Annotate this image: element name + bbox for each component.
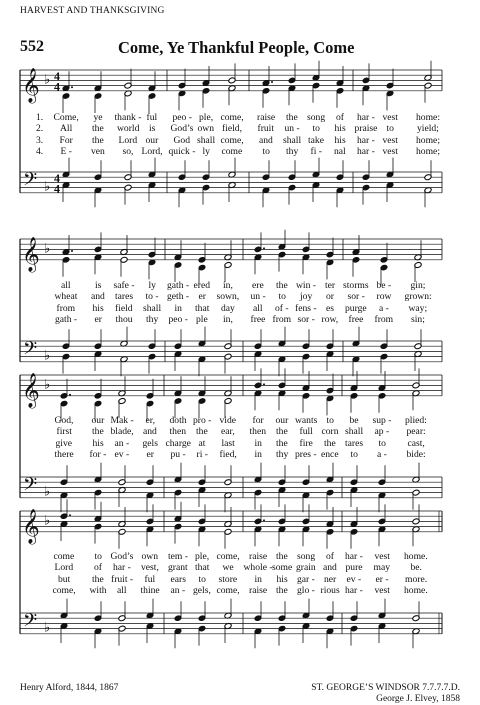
lyric-syllable: Come, xyxy=(53,112,79,123)
lyric-syllable: ful xyxy=(144,573,156,585)
lyric-syllable: row, xyxy=(321,313,339,325)
bass-clef-icon: 𝄢 xyxy=(23,338,38,364)
lyric-syllable: all xyxy=(253,302,263,314)
lyric-syllable: ner xyxy=(324,573,337,585)
lyric-syllable: free xyxy=(250,313,266,325)
lyric-syllable: his xyxy=(334,123,346,135)
lyric-syllable: ly xyxy=(148,280,156,291)
lyric-syllable: in, xyxy=(223,313,233,325)
lyric-syllable: the xyxy=(286,112,298,123)
lyric-syllable: Lord xyxy=(54,562,74,574)
lyric-syllable: to - xyxy=(145,291,159,303)
lyric-syllable: vest xyxy=(374,584,390,596)
lyric-syllable: ter xyxy=(325,280,336,291)
lyric-syllable: song xyxy=(307,112,326,123)
lyric-syllable: grown: xyxy=(404,291,432,303)
lyric-syllable: the xyxy=(276,280,288,291)
lyric-syllable: shall xyxy=(283,134,302,146)
lyric-syllable: may xyxy=(373,562,391,574)
lyric-syllable: har - xyxy=(345,551,363,562)
lyric-syllable: glo - xyxy=(297,584,315,596)
lyric-syllable: grain xyxy=(296,562,316,574)
treble-clef-icon: 𝄞 xyxy=(22,372,40,408)
lyric-syllable: Mak - xyxy=(110,415,134,426)
lyric-syllable: raise xyxy=(249,551,268,562)
lyric-syllable: fens - xyxy=(295,302,317,314)
lyric-syllable: raise xyxy=(257,112,276,123)
lyric-syllable: the xyxy=(92,123,104,135)
lyric-syllable: ap - xyxy=(374,426,390,438)
lyric-syllable: with xyxy=(89,584,107,596)
lyric-syllable: vest xyxy=(382,145,398,157)
flat-icon: ♭ xyxy=(44,513,51,529)
lyric-syllable: and xyxy=(143,426,157,438)
lyric-syllable: first xyxy=(56,426,72,438)
lyric-syllable: and xyxy=(259,134,273,146)
lyric-syllable: for xyxy=(252,415,264,426)
lyric-syllable: an - xyxy=(170,584,186,596)
lyric-syllable: rious xyxy=(320,584,340,596)
lyric-syllable: Lord xyxy=(118,134,138,146)
flat-icon: ♭ xyxy=(44,179,51,195)
lyric-syllable: geth - xyxy=(167,291,190,303)
lyric-syllable: then xyxy=(169,426,187,438)
lyric-syllable: to xyxy=(378,437,386,449)
time-signature-treble-top: 4 xyxy=(54,68,61,83)
lyric-syllable: bide: xyxy=(406,448,426,460)
lyric-syllable: har - xyxy=(357,134,375,146)
lyric-syllable: all xyxy=(117,584,127,596)
lyric-syllable: ered xyxy=(193,280,211,291)
lyric-syllable: pear: xyxy=(406,426,426,438)
lyric-syllable: be xyxy=(349,415,359,426)
lyric-syllable: free xyxy=(348,313,364,325)
lyric-syllable: to xyxy=(94,551,102,562)
lyric-syllable: praise xyxy=(354,123,378,135)
lyric-syllable: storms xyxy=(343,280,369,291)
lyric-syllable: har - xyxy=(357,112,375,123)
lyric-syllable: gin; xyxy=(410,280,426,291)
lyric-syllable: be. xyxy=(410,562,422,574)
lyric-syllable: ple xyxy=(196,313,208,325)
lyric-syllable: er xyxy=(146,448,154,460)
lyric-syllable: row xyxy=(376,291,392,303)
lyric-syllable: to xyxy=(350,448,358,460)
lyric-syllable: to xyxy=(326,415,334,426)
lyric-syllable: come xyxy=(221,145,243,157)
lyric-syllable: home: xyxy=(416,112,440,123)
dot-icon xyxy=(69,394,71,396)
lyric-syllable: har - xyxy=(113,562,131,574)
hymn-number: 552 xyxy=(20,38,44,55)
lyric-syllable: pu - xyxy=(170,448,186,460)
lyric-syllable: pro - xyxy=(193,415,212,426)
lyric-syllable: grant xyxy=(168,562,188,574)
lyric-syllable: E - xyxy=(60,145,72,157)
lyric-syllable: gath - xyxy=(55,313,78,325)
lyric-syllable: the xyxy=(92,573,104,585)
lyric-syllable: purge xyxy=(345,302,367,314)
lyric-syllable: own xyxy=(141,551,159,562)
lyric-syllable: er, xyxy=(145,415,155,426)
lyric-syllable: at xyxy=(198,437,206,449)
lyric-syllable: er - xyxy=(375,573,389,585)
lyric-syllable: yield; xyxy=(417,123,439,135)
lyric-syllable: corn xyxy=(321,426,339,438)
lyric-syllable: home; xyxy=(416,145,440,157)
lyric-syllable: tem - xyxy=(168,551,188,562)
lyric-syllable: the xyxy=(92,134,104,146)
lyric-syllable: nal xyxy=(334,145,346,157)
lyric-syllable: come, xyxy=(216,551,240,562)
lyric-syllable: ere xyxy=(252,280,264,291)
lyric-syllable: vest xyxy=(382,134,398,146)
lyric-syllable: come, xyxy=(220,134,244,146)
lyric-syllable: God xyxy=(173,134,191,146)
verse-number: 1. xyxy=(36,112,44,123)
flat-icon: ♭ xyxy=(44,241,51,257)
lyric-syllable: his xyxy=(276,573,288,585)
lyric-syllable: the xyxy=(276,551,288,562)
lyric-syllable: gels xyxy=(142,437,158,449)
lyric-syllable: that xyxy=(195,302,210,314)
flat-icon: ♭ xyxy=(44,377,51,393)
lyric-syllable: quick - xyxy=(168,145,196,157)
lyric-syllable: come, xyxy=(216,584,240,596)
lyric-syllable: the xyxy=(276,437,288,449)
lyric-syllable: field xyxy=(115,302,133,314)
lyric-syllable: un - xyxy=(284,123,300,135)
dot-icon xyxy=(71,86,73,88)
composer-credit: George J. Elvey, 1858 xyxy=(376,694,460,704)
lyric-syllable: store xyxy=(218,573,238,585)
lyric-syllable: an - xyxy=(114,437,130,449)
lyric-syllable: ri - xyxy=(196,448,208,460)
lyric-syllable: home. xyxy=(404,584,428,596)
lyric-syllable: For xyxy=(59,134,73,146)
lyric-syllable: is xyxy=(149,123,156,135)
lyric-syllable: song xyxy=(297,551,316,562)
lyric-syllable: ple, xyxy=(199,112,214,123)
lyric-syllable: shall xyxy=(143,302,162,314)
lyric-syllable: we xyxy=(222,562,234,574)
verse-number: 2. xyxy=(36,123,44,135)
lyric-syllable: our xyxy=(91,415,105,426)
lyric-syllable: vest xyxy=(374,551,390,562)
lyric-syllable: peo - xyxy=(172,112,192,123)
lyric-syllable: field, xyxy=(222,123,242,135)
lyric-syllable: cast, xyxy=(407,437,425,449)
dot-icon xyxy=(263,247,265,249)
lyric-syllable: the xyxy=(276,426,288,438)
lyric-syllable: come, xyxy=(52,584,76,596)
lyric-syllable: ear, xyxy=(221,426,235,438)
lyric-syllable: gar - xyxy=(297,573,315,585)
lyric-syllable: tares xyxy=(345,437,364,449)
lyric-syllable: sown, xyxy=(216,291,240,303)
lyric-syllable: in xyxy=(254,448,262,460)
lyric-syllable: pure xyxy=(345,562,363,574)
dot-icon xyxy=(69,514,71,516)
flat-icon: ♭ xyxy=(44,484,51,500)
lyric-syllable: to xyxy=(278,291,286,303)
lyric-syllable: fire xyxy=(299,437,313,449)
bass-clef-icon: 𝄢 xyxy=(23,610,38,636)
lyric-syllable: ven xyxy=(91,145,105,157)
lyric-syllable: take xyxy=(308,134,324,146)
lyric-syllable: be - xyxy=(376,280,392,291)
lyric-syllable: there xyxy=(54,448,74,460)
lyric-syllable: all xyxy=(61,280,71,291)
lyric-syllable: the xyxy=(196,426,208,438)
lyric-syllable: so, xyxy=(122,145,134,157)
lyric-syllable: vide xyxy=(219,415,237,426)
lyric-syllable: the xyxy=(324,437,336,449)
verse-number: 3. xyxy=(36,134,44,146)
lyric-syllable: vest xyxy=(382,112,398,123)
lyric-syllable: safe - xyxy=(113,280,135,291)
lyric-syllable: God’s xyxy=(110,551,134,562)
lyric-syllable: day xyxy=(221,302,235,314)
lyric-syllable: thy xyxy=(286,145,299,157)
lyric-syllable: the xyxy=(92,426,104,438)
dot-icon xyxy=(263,519,265,521)
lyric-syllable: shall xyxy=(345,426,364,438)
author-credit: Henry Alford, 1844, 1867 xyxy=(20,683,119,693)
lyric-syllable: joy xyxy=(300,291,313,303)
lyric-syllable: ful xyxy=(146,112,158,123)
lyric-syllable: and xyxy=(323,562,337,574)
lyric-syllable: thine xyxy=(140,584,160,596)
lyric-syllable: All xyxy=(60,123,73,135)
lyric-syllable: raise xyxy=(249,584,268,596)
lyric-syllable: from xyxy=(56,302,76,314)
lyric-syllable: come xyxy=(53,551,75,562)
bass-clef-icon: 𝄢 xyxy=(23,169,38,195)
tune-name: ST. GEORGE’S WINDSOR 7.7.7.7.D. xyxy=(311,683,460,693)
lyric-syllable: world xyxy=(117,123,140,135)
time-signature-bass-bottom: 4 xyxy=(54,181,61,196)
lyric-syllable: in xyxy=(254,573,262,585)
lyric-syllable: whole - xyxy=(243,562,273,574)
lyric-syllable: ears xyxy=(170,573,186,585)
lyric-syllable: from xyxy=(272,313,292,325)
lyric-syllable: for - xyxy=(89,448,107,460)
dot-icon xyxy=(71,250,73,252)
lyric-syllable: his xyxy=(92,302,104,314)
lyric-syllable: thy xyxy=(146,313,159,325)
flat-icon: ♭ xyxy=(44,348,51,364)
lyric-syllable: es xyxy=(326,302,334,314)
lyric-syllable: from xyxy=(374,313,394,325)
lyric-syllable: home. xyxy=(404,551,428,562)
lyric-syllable: win - xyxy=(296,280,316,291)
lyric-syllable: er xyxy=(94,313,102,325)
lyric-syllable: peo - xyxy=(168,313,188,325)
lyric-syllable: to xyxy=(198,573,206,585)
lyric-syllable: that xyxy=(195,562,210,574)
lyric-syllable: gels, xyxy=(193,584,211,596)
lyric-syllable: tares xyxy=(115,291,134,303)
lyric-syllable: blade, xyxy=(110,426,134,438)
time-signature-bass-top: 4 xyxy=(54,170,61,185)
lyric-syllable: to xyxy=(386,123,394,135)
lyric-syllable: more. xyxy=(405,573,428,585)
time-signature-treble-bottom: 4 xyxy=(54,79,61,94)
lyric-syllable: then xyxy=(249,426,267,438)
lyric-syllable: wheat xyxy=(54,291,78,303)
flat-icon: ♭ xyxy=(44,72,51,88)
lyric-syllable: to xyxy=(262,145,270,157)
lyric-syllable: some xyxy=(272,562,293,574)
lyric-syllable: doth xyxy=(169,415,187,426)
lyric-syllable: fruit xyxy=(257,123,275,135)
lyric-syllable: fied, xyxy=(219,448,237,460)
lyric-syllable: his xyxy=(334,134,346,146)
lyric-syllable: ye xyxy=(93,112,103,123)
lyric-syllable: of - xyxy=(275,302,289,314)
lyric-syllable: a - xyxy=(379,302,389,314)
dot-icon xyxy=(271,81,273,83)
lyric-syllable: thy xyxy=(276,448,289,460)
lyric-syllable: thou xyxy=(115,313,133,325)
lyric-syllable: of xyxy=(326,551,334,562)
lyric-syllable: come, xyxy=(220,112,244,123)
lyric-syllable: to xyxy=(312,123,320,135)
lyric-syllable: pres - xyxy=(295,448,317,460)
lyric-syllable: God, xyxy=(54,415,74,426)
treble-clef-icon: 𝄞 xyxy=(22,236,40,272)
dot-icon xyxy=(263,383,265,385)
lyric-syllable: wants xyxy=(295,415,318,426)
lyric-syllable: ence xyxy=(321,448,339,460)
lyric-syllable: last xyxy=(221,437,235,449)
lyric-syllable: and xyxy=(91,291,105,303)
lyric-syllable: our xyxy=(275,415,289,426)
lyric-syllable: of xyxy=(336,112,344,123)
lyric-syllable: shall xyxy=(197,134,216,146)
lyric-syllable: but xyxy=(58,573,71,585)
lyric-syllable: home; xyxy=(416,134,440,146)
lyric-syllable: is xyxy=(95,280,102,291)
lyric-syllable: ev - xyxy=(346,573,362,585)
lyric-syllable: er xyxy=(198,291,206,303)
lyric-syllable: plied: xyxy=(405,415,427,426)
lyric-syllable: ev - xyxy=(114,448,130,460)
lyric-syllable: sup - xyxy=(372,415,392,426)
lyric-syllable: har - xyxy=(357,145,375,157)
lyric-syllable: the xyxy=(276,584,288,596)
lyric-syllable: in xyxy=(254,437,262,449)
treble-clef-icon: 𝄞 xyxy=(22,508,40,544)
lyric-syllable: our xyxy=(145,134,159,146)
lyric-syllable: gath - xyxy=(167,280,190,291)
treble-clef-icon: 𝄞 xyxy=(22,67,40,103)
lyric-syllable: a - xyxy=(377,448,387,460)
lyric-syllable: sor - xyxy=(347,291,365,303)
lyric-syllable: in, xyxy=(223,280,233,291)
hymn-title: Come, Ye Thankful People, Come xyxy=(118,38,355,57)
lyric-syllable: own xyxy=(197,123,215,135)
lyric-syllable: full xyxy=(299,426,313,438)
lyric-syllable: un - xyxy=(250,291,266,303)
lyric-syllable: Lord, xyxy=(141,145,163,157)
lyric-syllable: fi - xyxy=(310,145,322,157)
lyric-syllable: ple, xyxy=(195,551,210,562)
lyric-syllable: in xyxy=(174,302,182,314)
lyric-syllable: thank - xyxy=(114,112,142,123)
verse-number: 4. xyxy=(36,145,44,157)
lyric-syllable: charge xyxy=(165,437,191,449)
lyric-syllable: fruit - xyxy=(111,573,134,585)
lyric-syllable: or xyxy=(326,291,334,303)
lyric-syllable: of xyxy=(94,562,102,574)
flat-icon: ♭ xyxy=(44,620,51,636)
lyric-syllable: God’s xyxy=(170,123,194,135)
lyric-syllable: give xyxy=(55,437,73,449)
lyric-syllable: sor - xyxy=(297,313,315,325)
lyric-syllable: ly xyxy=(202,145,210,157)
lyric-syllable: sin; xyxy=(411,313,425,325)
lyric-syllable: vest, xyxy=(141,562,159,574)
lyric-syllable: way; xyxy=(408,302,428,314)
lyric-syllable: har - xyxy=(345,584,363,596)
section-title: HARVEST AND THANKSGIVING xyxy=(20,6,165,16)
lyric-syllable: his xyxy=(92,437,104,449)
bass-clef-icon: 𝄢 xyxy=(23,474,38,500)
